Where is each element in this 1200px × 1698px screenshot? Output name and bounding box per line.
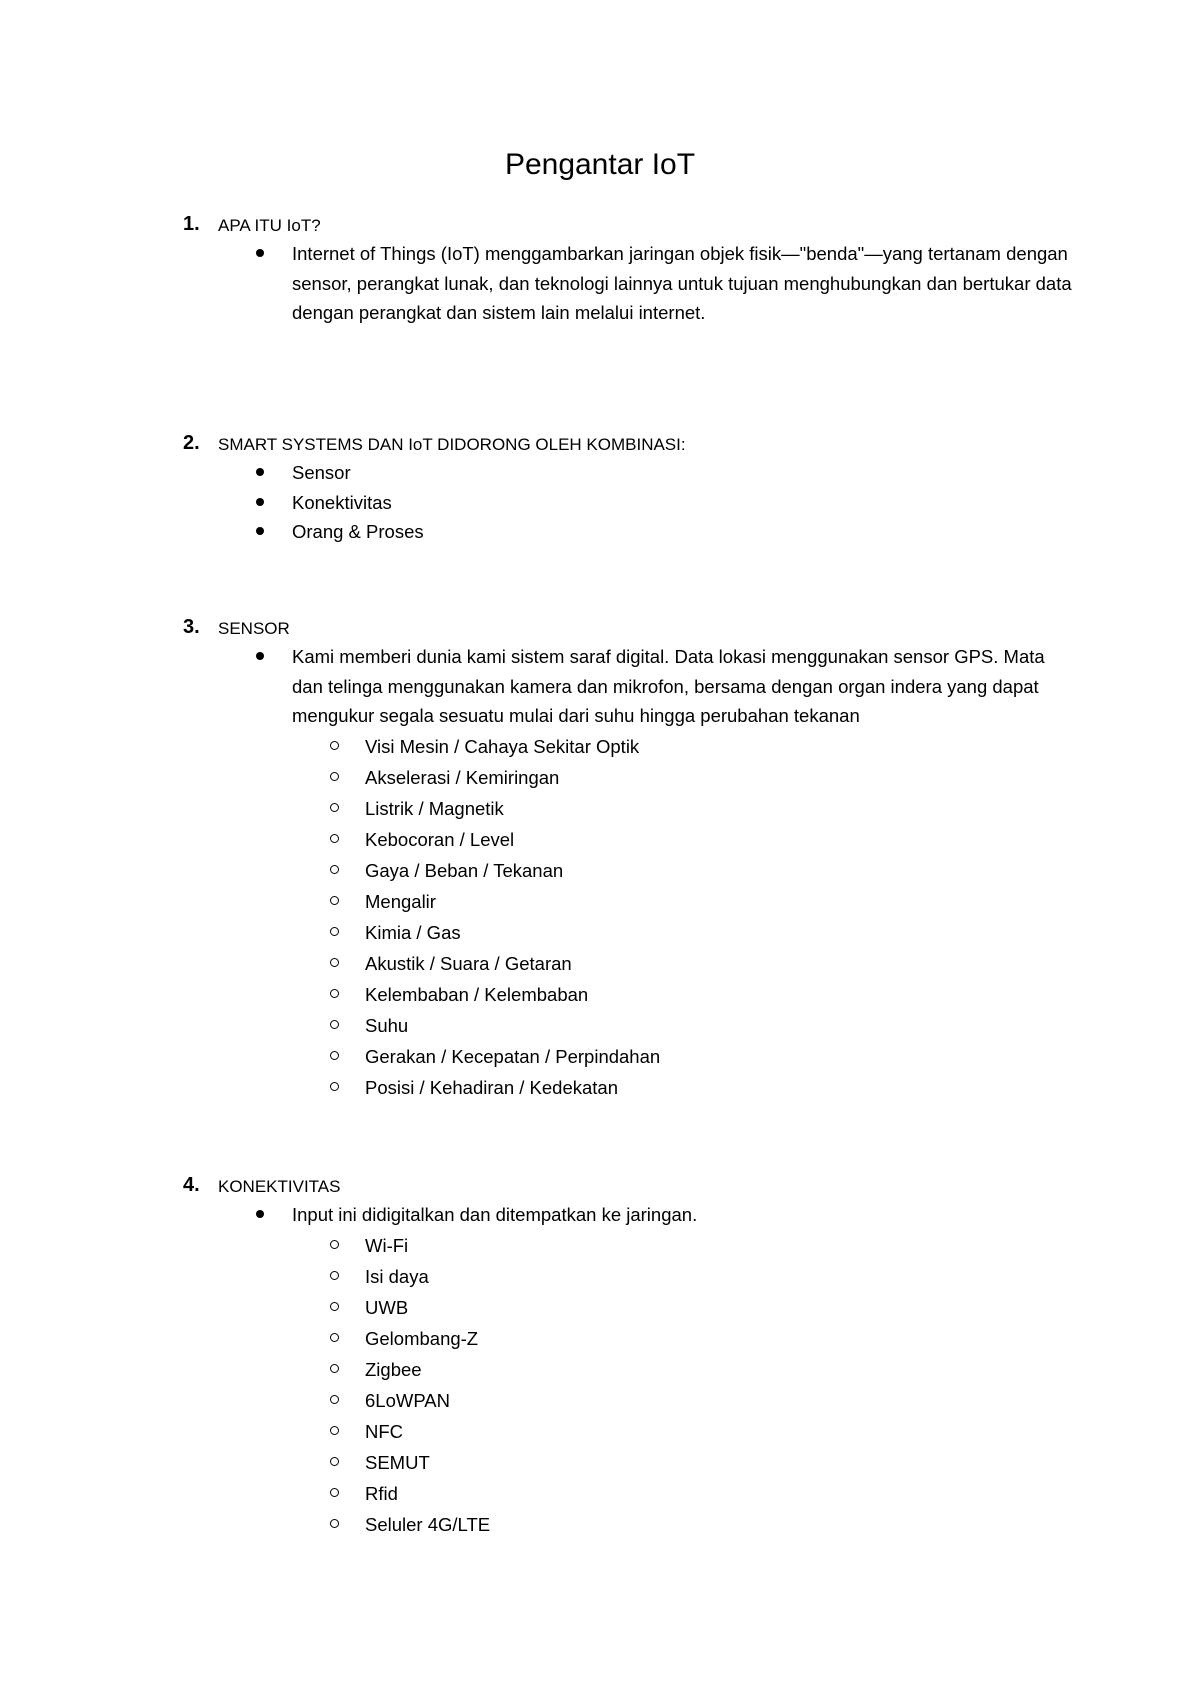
bullet-icon: [256, 249, 264, 257]
circle-bullet-icon: [330, 1082, 339, 1091]
sub-item: [0, 1478, 1200, 1509]
circle-bullet-icon: [330, 803, 339, 812]
section-heading: [0, 612, 1200, 642]
sub-item: [0, 1354, 1200, 1385]
sub-item-text: Listrik / Magnetik: [365, 797, 504, 819]
circle-bullet-icon: [330, 1302, 339, 1311]
bullet-list: [0, 239, 1200, 328]
sub-item-text: Akustik / Suara / Getaran: [365, 952, 572, 974]
section-number: 2.: [183, 432, 200, 454]
bullet-list: [0, 458, 1200, 547]
sub-item-text: Wi-Fi: [365, 1234, 409, 1256]
section-2: [0, 428, 1200, 547]
circle-bullet-icon: [330, 1364, 339, 1373]
sub-item-text: Akselerasi / Kemiringan: [365, 766, 560, 788]
sub-item: [0, 824, 1200, 855]
sub-item: [0, 762, 1200, 793]
section-heading: [0, 209, 1200, 239]
sub-item: [0, 1323, 1200, 1354]
section-title: APA ITU IoT?: [218, 216, 321, 235]
circle-bullet-icon: [330, 1020, 339, 1029]
circle-bullet-icon: [330, 865, 339, 874]
section-title: SMART SYSTEMS DAN IoT DIDORONG OLEH KOMBINASI:: [218, 435, 686, 454]
bullet-icon: [256, 468, 264, 476]
sub-item: [0, 1041, 1200, 1072]
sub-list: [0, 1230, 1200, 1540]
bullet-text: Input ini didigitalkan dan ditempatkan ke jaringan.: [292, 1204, 698, 1225]
sub-item-text: NFC: [365, 1420, 404, 1442]
sub-item: [0, 886, 1200, 917]
bullet-item: [0, 239, 1072, 328]
sub-item-text: Kelembaban / Kelembaban: [365, 983, 589, 1005]
circle-bullet-icon: [330, 896, 339, 905]
circle-bullet-icon: [330, 1488, 339, 1497]
bullet-icon: [256, 1210, 264, 1218]
circle-bullet-icon: [330, 1519, 339, 1528]
page-title: Pengantar IoT: [504, 148, 696, 181]
bullet-item: [0, 517, 1072, 547]
sub-item: [0, 1447, 1200, 1478]
circle-bullet-icon: [330, 772, 339, 781]
bullet-item: [0, 642, 1072, 731]
bullet-text: Sensor: [292, 462, 351, 483]
bullet-item: [0, 1200, 1072, 1230]
circle-bullet-icon: [330, 834, 339, 843]
sub-list: [0, 731, 1200, 1103]
sub-item: [0, 1509, 1200, 1540]
sub-item: [0, 1261, 1200, 1292]
section-number: 3.: [183, 616, 200, 638]
sub-item: [0, 979, 1200, 1010]
sub-item: [0, 917, 1200, 948]
section-title: SENSOR: [218, 619, 290, 638]
sub-item-text: Kebocoran / Level: [365, 828, 515, 850]
bullet-text: Orang & Proses: [292, 521, 424, 542]
section-4: [0, 1170, 1200, 1540]
sub-item-text: Mengalir: [365, 890, 436, 912]
sub-item-text: Rfid: [365, 1482, 398, 1504]
bullet-text: Konektivitas: [292, 491, 392, 513]
bullet-text: Internet of Things (IoT) menggambarkan jaringan objek fisik—"benda"—yang tertanam dengan sensor, perangkat lunak, dan teknologi lainnya untuk tujuan menghubungkan dan bertukar data dengan perangkat dan sistem lain melalui internet.: [292, 243, 1072, 323]
sub-item: [0, 948, 1200, 979]
circle-bullet-icon: [330, 1395, 339, 1404]
section-1: [0, 209, 1200, 328]
circle-bullet-icon: [330, 958, 339, 967]
sub-item: [0, 855, 1200, 886]
bullet-icon: [256, 498, 264, 506]
section-3: [0, 612, 1200, 1103]
sub-item: [0, 793, 1200, 824]
circle-bullet-icon: [330, 927, 339, 936]
sub-item-text: 6LoWPAN: [365, 1389, 450, 1411]
sub-item-text: Seluler 4G/LTE: [365, 1513, 491, 1535]
circle-bullet-icon: [330, 1271, 339, 1280]
sub-item: [0, 1416, 1200, 1447]
bullet-text: Kami memberi dunia kami sistem saraf digital. Data lokasi menggunakan sensor GPS. Mata dan telinga menggunakan kamera dan mikrofon, bersama dengan organ indera yang dapat mengukur segala sesuatu mulai dari suhu hingga perubahan tekanan: [292, 646, 1045, 726]
circle-bullet-icon: [330, 1240, 339, 1249]
sub-item-text: Visi Mesin / Cahaya Sekitar Optik: [365, 735, 640, 757]
sub-item-text: Kimia / Gas: [365, 921, 461, 943]
section-title: KONEKTIVITAS: [218, 1177, 341, 1196]
circle-bullet-icon: [330, 741, 339, 750]
circle-bullet-icon: [330, 1457, 339, 1466]
sub-item-text: Posisi / Kehadiran / Kedekatan: [365, 1076, 618, 1098]
circle-bullet-icon: [330, 1426, 339, 1435]
bullet-item: [0, 458, 1072, 488]
sub-item-text: Gaya / Beban / Tekanan: [365, 859, 564, 881]
sub-item-text: UWB: [365, 1296, 409, 1318]
sub-item: [0, 731, 1200, 762]
sub-item-text: Isi daya: [365, 1265, 429, 1287]
bullet-item: [0, 488, 1072, 518]
section-number: 4.: [183, 1174, 200, 1196]
bullet-icon: [256, 527, 264, 535]
circle-bullet-icon: [330, 989, 339, 998]
sub-item: [0, 1385, 1200, 1416]
section-number: 1.: [183, 213, 200, 235]
sub-item: [0, 1230, 1200, 1261]
sub-item-text: Gelombang-Z: [365, 1327, 479, 1349]
sub-item: [0, 1072, 1200, 1103]
bullet-list: [0, 1200, 1200, 1230]
bullet-icon: [256, 652, 264, 660]
circle-bullet-icon: [330, 1051, 339, 1060]
sub-item: [0, 1292, 1200, 1323]
circle-bullet-icon: [330, 1333, 339, 1342]
sub-item-text: Gerakan / Kecepatan / Perpindahan: [365, 1045, 661, 1067]
sub-item: [0, 1010, 1200, 1041]
bullet-list: [0, 642, 1200, 731]
section-heading: [0, 428, 1200, 458]
sub-item-text: SEMUT: [365, 1451, 430, 1473]
sub-item-text: Zigbee: [365, 1358, 422, 1380]
sub-item-text: Suhu: [365, 1014, 409, 1036]
section-heading: [0, 1170, 1200, 1200]
